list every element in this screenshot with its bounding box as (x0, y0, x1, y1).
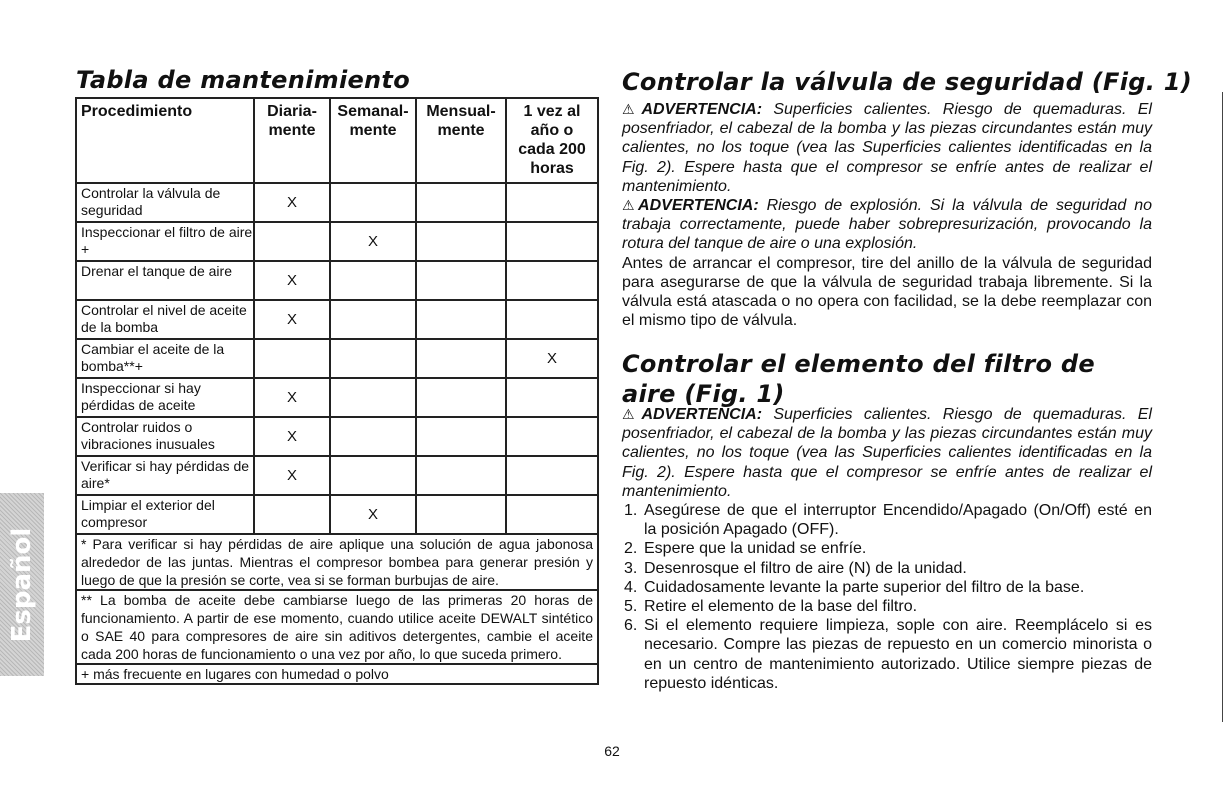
frequency-mark-cell: X (330, 495, 416, 534)
table-row (76, 183, 598, 222)
frequency-mark-cell (416, 261, 506, 300)
step-number: 2. (624, 540, 638, 558)
procedure-cell: Verificar si hay pérdidas de aire* (76, 456, 254, 495)
frequency-mark-cell (330, 183, 416, 222)
frequency-mark-cell: X (254, 417, 330, 456)
air-filter-title: Controlar el elemento del filtro de aire (Fig. 1) (622, 350, 1095, 408)
procedure-header: Procedimiento (76, 98, 254, 183)
list-item (622, 501, 1152, 539)
frequency-mark-cell (330, 300, 416, 339)
step-text: Asegúrese de que el interruptor Encendido/Apagado (On/Off) esté en la posición Apagado (OFF). (644, 502, 1152, 539)
frequency-mark-cell (330, 339, 416, 378)
table-footnote: + más frecuente en lugares con humedad o polvo (76, 664, 598, 684)
frequency-mark-cell: X (254, 456, 330, 495)
procedure-cell: Controlar el nivel de aceite de la bomba (76, 300, 254, 339)
page-edge-rule (1222, 92, 1223, 722)
step-text: Desenrosque el filtro de aire (N) de la unidad. (644, 559, 967, 577)
language-side-tab (0, 493, 44, 676)
step-number: 1. (624, 502, 638, 520)
table-row (76, 339, 598, 378)
frequency-mark-cell (506, 300, 598, 339)
frequency-mark-cell (330, 417, 416, 456)
air-filter-section (622, 405, 1152, 693)
frequency-mark-cell: X (506, 339, 598, 378)
frequency-mark-cell (254, 222, 330, 261)
frequency-mark-cell (330, 261, 416, 300)
table-note-row (76, 590, 598, 664)
list-item (622, 578, 1152, 597)
frequency-mark-cell (506, 456, 598, 495)
table-header-row (76, 98, 598, 183)
frequency-mark-cell (506, 261, 598, 300)
warning-paragraph (622, 196, 1152, 254)
table-row (76, 378, 598, 417)
frequency-mark-cell (416, 456, 506, 495)
procedure-cell: Limpiar el exterior del compresor (76, 495, 254, 534)
list-item (622, 539, 1152, 558)
table-row (76, 222, 598, 261)
frequency-mark-cell (506, 222, 598, 261)
frequency-mark-cell: X (254, 261, 330, 300)
table-row (76, 261, 598, 300)
table-footnote: ** La bomba de aceite debe cambiarse luego de las primeras 20 horas de funcionamiento. A partir de ese momento, cuando utilice aceite DEWALT sintético o SAE 40 para compresores de aire sin aditivos detergentes, cambie el aceite cada 200 horas de funcionamiento o una vez por año, lo que suceda primero. (76, 590, 598, 664)
frequency-header: Mensual- mente (416, 98, 506, 183)
warning-text: Riesgo de explosión. Si la válvula de seguridad no trabaja correctamente, puede haber sobrepresurización, provocando la rotura del tanque de aire o una explosión. (622, 197, 1152, 253)
safety-valve-section (622, 100, 1152, 330)
procedure-cell: Controlar ruidos o vibraciones inusuales (76, 417, 254, 456)
frequency-header: Diaria- mente (254, 98, 330, 183)
frequency-mark-cell (416, 495, 506, 534)
frequency-mark-cell (506, 417, 598, 456)
table-title: Tabla de mantenimiento (76, 66, 410, 94)
safety-valve-title: Controlar la válvula de seguridad (Fig. 1) (622, 68, 1193, 96)
frequency-mark-cell (506, 495, 598, 534)
table-row (76, 417, 598, 456)
procedure-cell: Drenar el tanque de aire (76, 261, 254, 300)
frequency-mark-cell (416, 378, 506, 417)
frequency-mark-cell (416, 183, 506, 222)
warning-paragraph (622, 100, 1152, 196)
list-item (622, 597, 1152, 616)
warning-text: Superficies calientes. Riesgo de quemaduras. El posenfriador, el cabezal de la bomba y las piezas circundantes están muy calientes, no los toque (vea las Superficies calientes identificadas en la Fig. 2). Espere hasta que el compresor se enfríe antes de realizar el mantenimiento. (622, 406, 1152, 500)
page-number: 62 (604, 743, 620, 759)
warning-label: ADVERTENCIA: (641, 101, 763, 118)
warning-icon: ⚠ (622, 406, 642, 422)
step-text: Espere que la unidad se enfríe. (644, 540, 867, 558)
frequency-mark-cell (416, 417, 506, 456)
frequency-mark-cell (416, 339, 506, 378)
table-row (76, 300, 598, 339)
procedure-cell: Inspeccionar si hay pérdidas de aceite (76, 378, 254, 417)
table-note-row (76, 534, 598, 590)
safety-valve-body: Antes de arrancar el compresor, tire del anillo de la válvula de seguridad para asegurarse de que la válvula de seguridad trabaja libremente. Si la válvula está atascada o no opera con facilidad, se la debe reemplazar con el mismo tipo de válvula. (622, 254, 1152, 330)
frequency-mark-cell (506, 183, 598, 222)
frequency-mark-cell (330, 456, 416, 495)
warning-text: Superficies calientes. Riesgo de quemaduras. El posenfriador, el cabezal de la bomba y las piezas circundantes están muy calientes, no los toque (vea las Superficies calientes identificadas en la Fig. 2). Espere hasta que el compresor se enfríe antes de realizar el mantenimiento. (622, 101, 1152, 195)
warning-icon: ⚠ (622, 197, 639, 214)
language-label: Español (7, 527, 37, 642)
table-note-row (76, 664, 598, 684)
step-number: 5. (624, 598, 638, 616)
table-row (76, 456, 598, 495)
step-text: Retire el elemento de la base del filtro. (644, 598, 918, 616)
list-item (622, 559, 1152, 578)
frequency-mark-cell (416, 300, 506, 339)
step-number: 6. (624, 617, 638, 635)
step-text: Cuidadosamente levante la parte superior del filtro de la base. (644, 578, 1085, 596)
frequency-mark-cell (506, 378, 598, 417)
procedure-cell: Controlar la válvula de seguridad (76, 183, 254, 222)
step-text: Si el elemento requiere limpieza, sople con aire. Reemplácelo si es necesario. Compre las piezas de repuesto en un comercio minorista o en un centro de mantenimiento autorizado. Utilice siempre piezas de repuesto idénticas. (644, 617, 1152, 692)
air-filter-steps (622, 501, 1152, 693)
frequency-mark-cell: X (254, 183, 330, 222)
warning-label: ADVERTENCIA: (641, 406, 763, 423)
procedure-cell: Inspeccionar el filtro de aire + (76, 222, 254, 261)
table-row (76, 495, 598, 534)
frequency-mark-cell (254, 339, 330, 378)
frequency-header: Semanal- mente (330, 98, 416, 183)
frequency-mark-cell (254, 495, 330, 534)
frequency-mark-cell (416, 222, 506, 261)
step-number: 3. (624, 559, 638, 577)
warning-label: ADVERTENCIA: (638, 197, 759, 215)
frequency-mark-cell: X (254, 378, 330, 417)
table-footnote: * Para verificar si hay pérdidas de aire aplique una solución de agua jabonosa alrededor de las juntas. Mientras el compresor bombea para generar presión y luego de que la presión se corte, vea si se forman burbujas de aire. (76, 534, 598, 590)
warning-icon: ⚠ (622, 101, 642, 117)
list-item (622, 616, 1152, 693)
frequency-mark-cell: X (254, 300, 330, 339)
step-number: 4. (624, 578, 638, 596)
frequency-header: 1 vez al año o cada 200 horas (506, 98, 598, 183)
frequency-mark-cell (330, 378, 416, 417)
frequency-mark-cell: X (330, 222, 416, 261)
warning-paragraph (622, 405, 1152, 501)
procedure-cell: Cambiar el aceite de la bomba**+ (76, 339, 254, 378)
maintenance-table (75, 97, 599, 685)
